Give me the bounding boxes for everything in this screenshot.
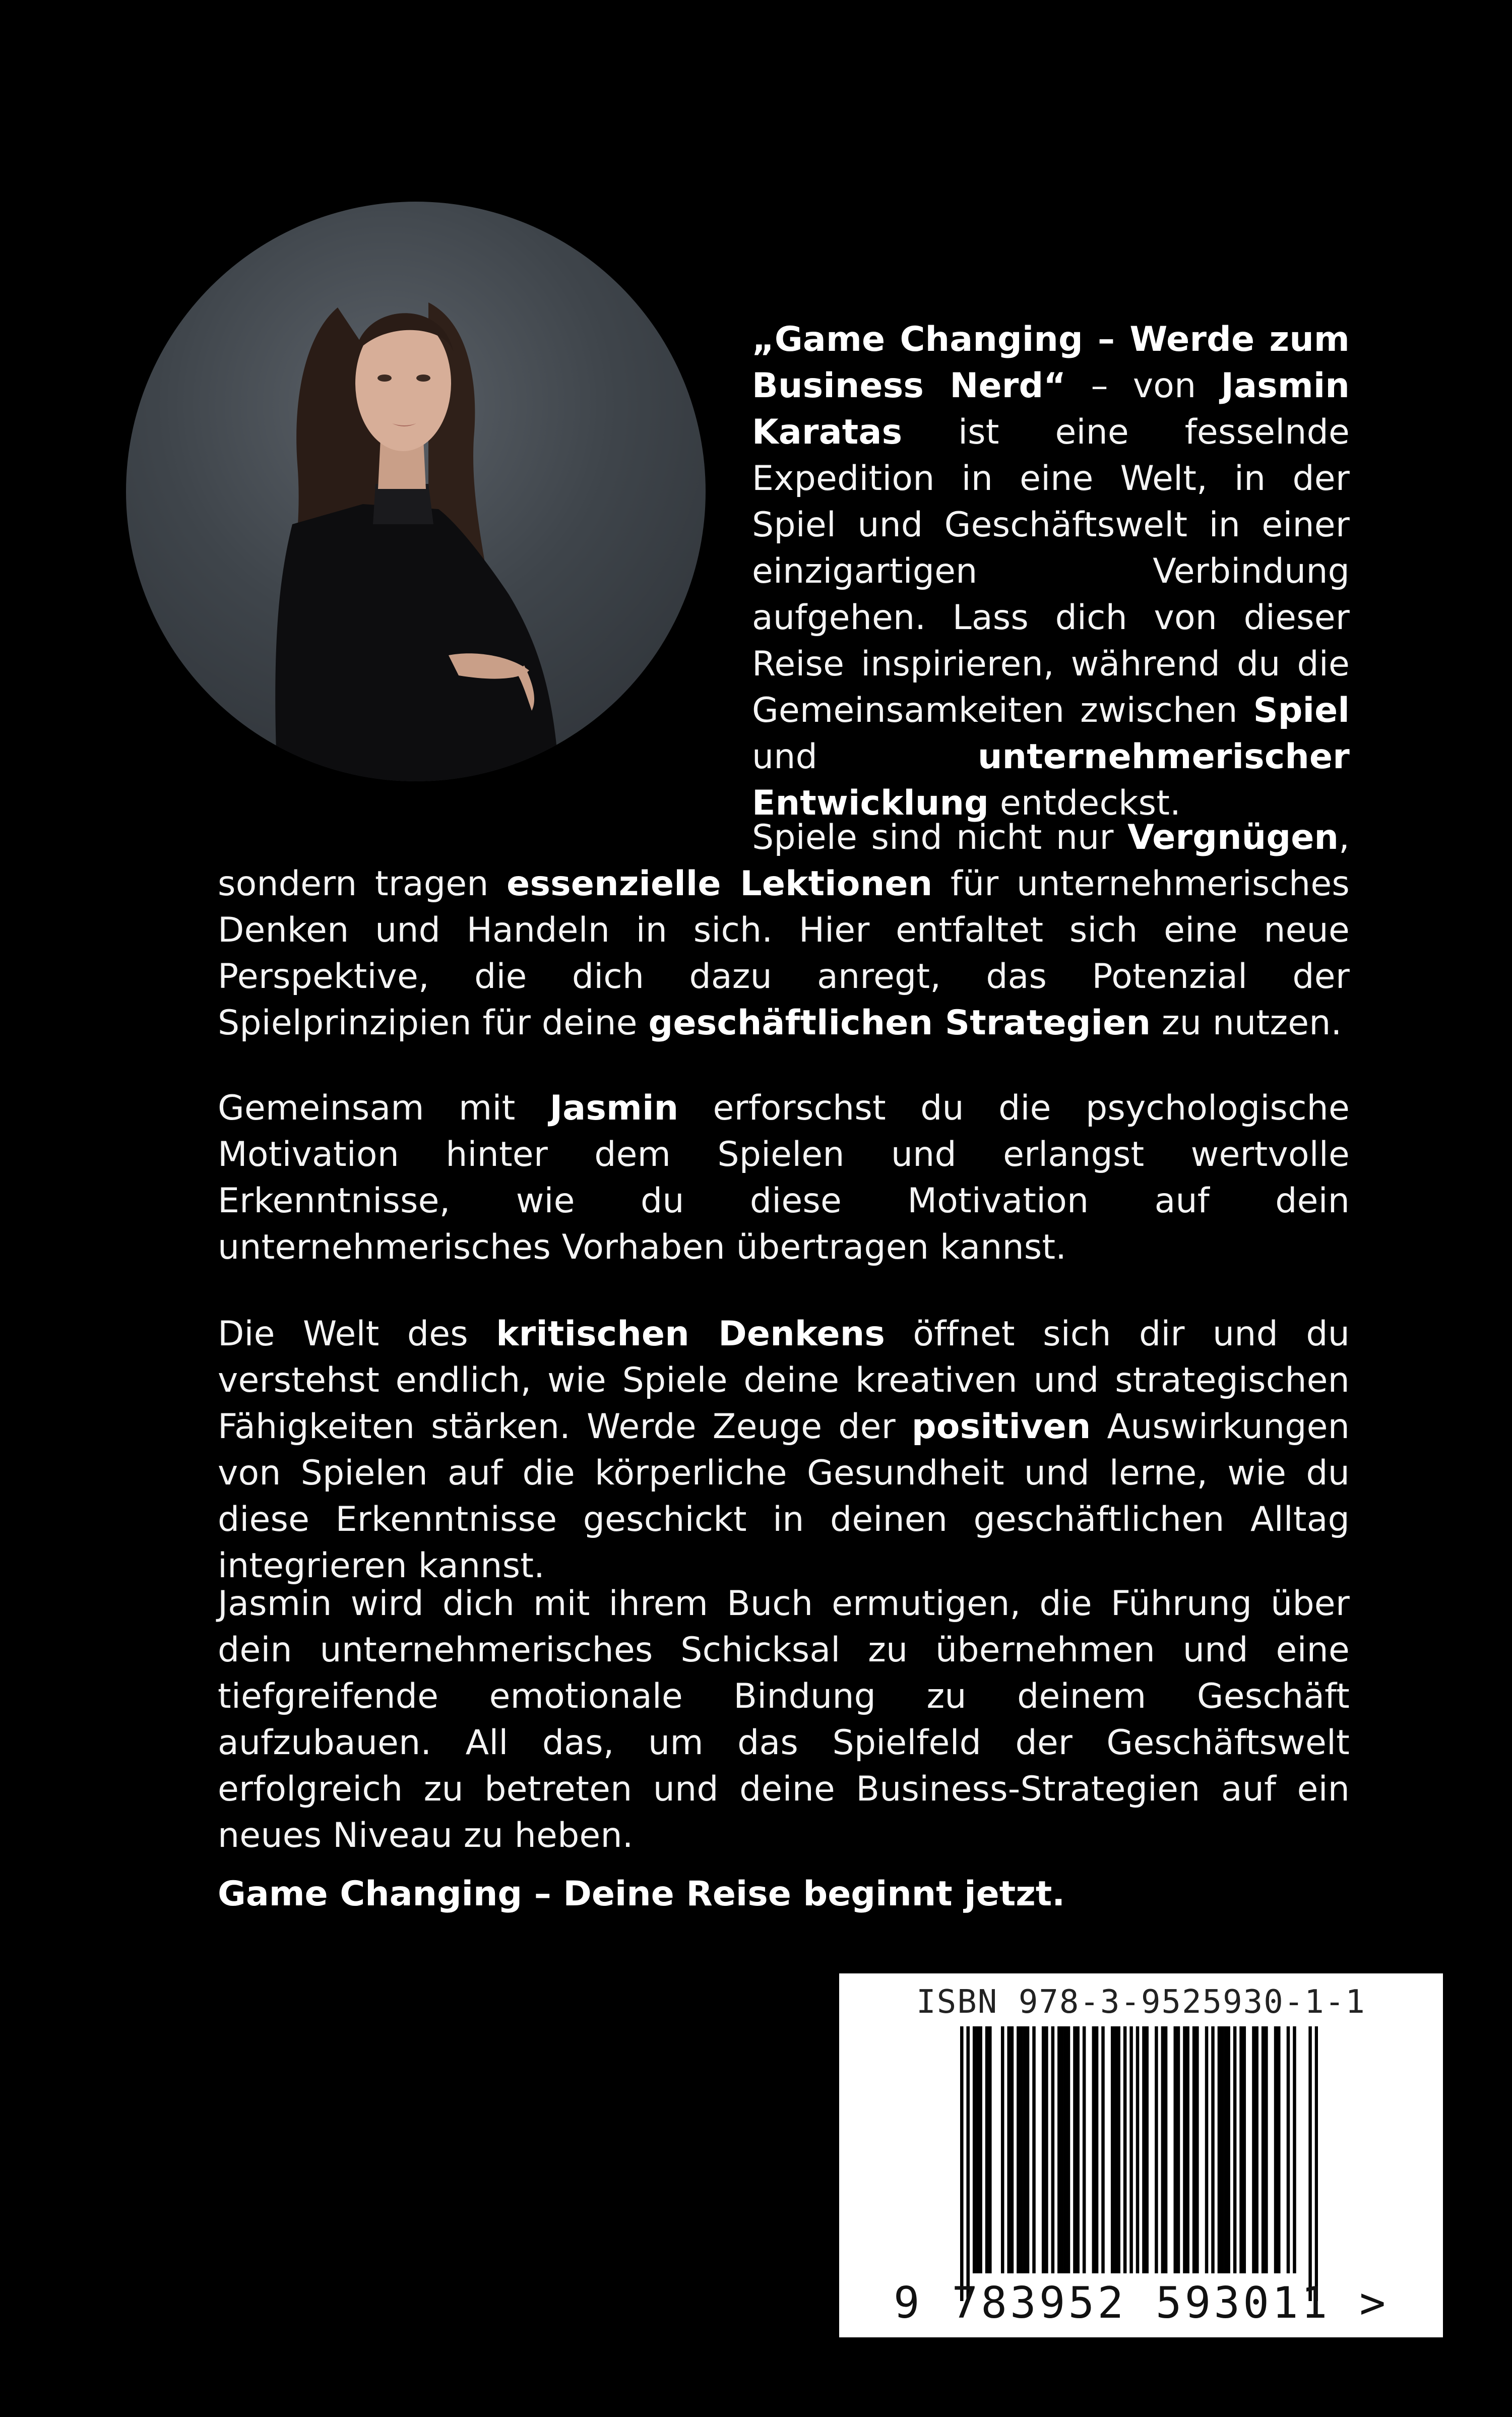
p4-text-a: Die Welt des (218, 1314, 496, 1354)
p2-text-c: für unternehmerisches Denken und Handeln in sich. Hier entfaltet sich eine neue Perspektive, die dich dazu anregt, das Potenzial der Spielprinzipien für deine (218, 864, 1350, 1043)
barcode-bar (1277, 2026, 1281, 2273)
barcode-bar (985, 2026, 989, 2273)
barcode-bar (1136, 2026, 1140, 2301)
barcode-bar (1114, 2026, 1117, 2273)
barcode-bar (1011, 2026, 1014, 2273)
barcode-bar (1315, 2026, 1318, 2301)
barcode-bar (1064, 2026, 1067, 2273)
barcode-bar (1252, 2026, 1255, 2273)
barcode-bar (1032, 2026, 1036, 2273)
barcode-bar (1211, 2026, 1215, 2273)
intro-connector: – von (1066, 366, 1221, 406)
barcode-bar (1057, 2026, 1061, 2273)
bold-vergnuegen: Vergnügen (1127, 818, 1339, 857)
barcode-bar (1287, 2026, 1290, 2273)
book-title-quote: „Game Changing – Werde zum Business Nerd“ (752, 320, 1350, 406)
barcode-bars (960, 2026, 1318, 2301)
barcode-bar (1164, 2026, 1168, 2273)
barcode-bar (1045, 2026, 1048, 2273)
barcode-bar (1073, 2026, 1077, 2273)
barcode-bar (1060, 2026, 1064, 2273)
intro-text-a: ist eine fesselnde Expedition in eine Welt, in der Spiel und Geschäftswelt in einer einzigartigen Verbindung aufgehen. Lass dich von dieser Reise inspirieren, während du die Gemeinsamkeiten zwischen (752, 412, 1350, 730)
barcode-bar (1192, 2026, 1196, 2273)
paragraph-spiele (218, 815, 1350, 1046)
p3-text-b: erforschst du die psychologische Motivation hinter dem Spielen und erlangst wertvolle Erkenntnisse, wie du diese Motivation auf dein unternehmerisches Vorhaben übertragen kannst. (218, 1088, 1350, 1267)
barcode-bar (1001, 2026, 1004, 2273)
intro-paragraph (752, 317, 1350, 827)
barcode-bar (1224, 2026, 1227, 2273)
barcode-bar (1076, 2026, 1080, 2273)
barcode-bar (1051, 2026, 1055, 2273)
bold-lektionen: essenzielle Lektionen (507, 864, 933, 904)
paragraph-fuehrung: Jasmin wird dich mit ihrem Buch ermutigen, die Führung über dein unternehmerisches Schicksal zu übernehmen und eine tiefgreifende emotionale Bindung zu deinem Geschäft aufzubauen. All das, um das Spielfeld der Geschäftswelt erfolgreich zu betreten und deine Business-Strategien auf ein neues Niveau zu heben. (218, 1584, 1350, 1855)
barcode-bar (988, 2026, 992, 2273)
barcode-bar (1101, 2026, 1105, 2273)
barcode-bar (1274, 2026, 1278, 2273)
barcode-bar (1293, 2026, 1296, 2273)
intro-text-b: entdeckst. (989, 783, 1181, 823)
p4-text-b: öffnet sich dir und du verstehst endlich, wie Spiele deine kreativen und strategischen Fähigkeiten stärken. Werde Zeuge der (218, 1314, 1350, 1447)
barcode-bar (1195, 2026, 1199, 2273)
barcode-bar (1183, 2026, 1186, 2273)
barcode-bar (966, 2026, 970, 2301)
barcode-bar (979, 2026, 982, 2273)
barcode-bar (960, 2026, 964, 2301)
p3-text-a: Gemeinsam mit (218, 1088, 550, 1128)
bold-positiven: positiven (911, 1407, 1091, 1447)
barcode-bar (1083, 2026, 1086, 2273)
barcode-bar (1142, 2026, 1146, 2301)
barcode-bar (1205, 2026, 1209, 2273)
barcode-bar (1092, 2026, 1096, 2273)
bold-entwicklung: unternehmerischer Entwicklung (752, 737, 1350, 823)
intro-and: und (752, 737, 978, 777)
bold-jasmin: Jasmin (549, 1088, 679, 1128)
author-portrait (126, 202, 706, 781)
barcode-digits: 9 783952 593011 > (893, 2278, 1389, 2328)
paragraph-motivation (218, 1085, 1350, 1271)
barcode-bar (1095, 2026, 1099, 2273)
p2-text-d: zu nutzen. (1151, 1003, 1342, 1043)
isbn-label: ISBN 978-3-9525930-1-1 (916, 1984, 1366, 2021)
barcode-bar (1161, 2026, 1165, 2273)
barcode-bar (1145, 2026, 1149, 2273)
barcode-bar (1017, 2026, 1020, 2273)
closing-line: Game Changing – Deine Reise beginnt jetzt. (218, 1874, 1065, 1914)
bold-denkens: kritischen Denkens (496, 1314, 886, 1354)
p2-text-a: Spiele sind nicht nur (752, 818, 1128, 857)
barcode-bar (1129, 2026, 1133, 2273)
barcode-bar (973, 2026, 976, 2273)
paragraph-kritisches-denken (218, 1311, 1350, 1589)
barcode-bar (1239, 2026, 1243, 2273)
barcode-bar (1067, 2026, 1070, 2273)
isbn-barcode (839, 1973, 1443, 2337)
barcode-bar (1123, 2026, 1127, 2273)
barcode-bar (1227, 2026, 1230, 2273)
barcode-bar (1221, 2026, 1224, 2273)
barcode-bar (1155, 2026, 1158, 2273)
barcode-bar (1255, 2026, 1258, 2273)
barcode-bar (1218, 2026, 1221, 2273)
barcode-bar (1117, 2026, 1120, 2273)
barcode-bar (1233, 2026, 1237, 2273)
barcode-bar (1265, 2026, 1268, 2273)
barcode-bar (1308, 2026, 1312, 2301)
barcode-bar (1243, 2026, 1246, 2273)
barcode-bar (1042, 2026, 1045, 2273)
barcode-bar (1023, 2026, 1027, 2273)
barcode-bar (1026, 2026, 1030, 2273)
p2-text-b: , sondern tragen (218, 818, 1350, 904)
barcode-bar (1007, 2026, 1011, 2273)
author-name: Jasmin Karatas (752, 366, 1350, 452)
p4-text-c: Auswirkungen von Spielen auf die körperliche Gesundheit und lerne, wie du diese Erkenntnisse geschickt in deinen geschäftlichen Alltag integrieren kannst. (218, 1407, 1350, 1586)
barcode-bar (1020, 2026, 1023, 2273)
bold-spiel: Spiel (1253, 691, 1350, 730)
barcode-bar (1177, 2026, 1180, 2273)
barcode-bar (1186, 2026, 1189, 2273)
barcode-bar (1174, 2026, 1177, 2273)
barcode-bar (1111, 2026, 1114, 2273)
barcode-bar (976, 2026, 979, 2273)
barcode-bar (1262, 2026, 1265, 2273)
bold-strategien: geschäftlichen Strategien (648, 1003, 1151, 1043)
author-photo-illustration (126, 202, 706, 781)
